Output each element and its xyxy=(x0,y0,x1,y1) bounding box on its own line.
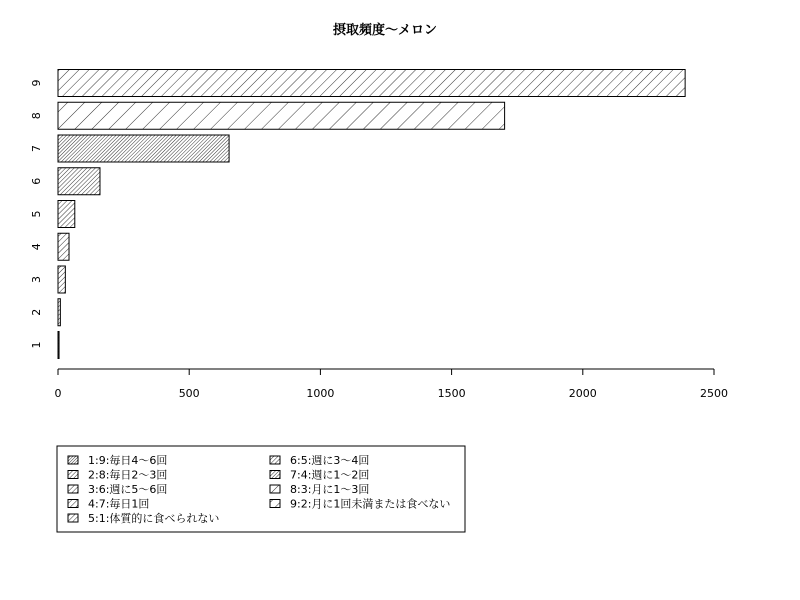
legend-label: 8:3:月に1〜3回 xyxy=(290,483,370,496)
chart-title: 摂取頻度〜メロン xyxy=(332,23,438,38)
x-tick-label: 2000 xyxy=(568,387,597,400)
y-tick-label: 1 xyxy=(30,341,43,349)
bar-2 xyxy=(58,299,60,326)
legend-key xyxy=(270,485,280,493)
legend-label: 6:5:週に3〜4回 xyxy=(290,454,370,467)
legend-key xyxy=(270,500,280,508)
legend-label: 9:2:月に1回未満または食べない xyxy=(290,497,451,511)
y-tick-label: 9 xyxy=(30,79,43,87)
bar-8 xyxy=(58,102,505,129)
x-tick-label: 1000 xyxy=(306,387,335,400)
y-tick-label: 6 xyxy=(30,177,43,185)
legend-label: 3:6:週に5〜6回 xyxy=(88,483,168,496)
y-tick-label: 4 xyxy=(30,243,43,251)
legend-key xyxy=(68,514,78,522)
x-tick-label: 0 xyxy=(54,387,62,400)
x-tick-label: 2500 xyxy=(700,387,728,400)
legend-label: 5:1:体質的に食べられない xyxy=(88,512,220,525)
bars-group xyxy=(58,70,685,359)
legend-label: 7:4:週に1〜2回 xyxy=(290,468,370,482)
legend-key xyxy=(270,471,280,479)
y-tick-label: 8 xyxy=(30,112,43,120)
legend-key xyxy=(68,456,78,464)
legend-label: 2:8:毎日2〜3回 xyxy=(88,468,168,482)
bar-1 xyxy=(58,332,59,359)
legend-label: 1:9:毎日4〜6回 xyxy=(88,454,168,467)
bar-9 xyxy=(58,70,685,97)
bar-4 xyxy=(58,233,69,260)
legend xyxy=(57,446,465,532)
y-axis xyxy=(30,80,43,349)
bar-7 xyxy=(58,135,229,162)
y-tick-label: 3 xyxy=(30,276,43,283)
y-tick-label: 5 xyxy=(30,210,43,218)
legend-label: 4:7:毎日1回 xyxy=(88,497,150,511)
y-tick-label: 2 xyxy=(30,308,43,316)
legend-key xyxy=(68,471,78,479)
legend-key xyxy=(68,485,78,493)
y-tick-label: 7 xyxy=(30,145,43,152)
bar-3 xyxy=(58,266,65,293)
x-tick-label: 500 xyxy=(178,387,200,400)
x-tick-label: 1500 xyxy=(437,387,466,400)
legend-key xyxy=(270,456,280,464)
bar-6 xyxy=(58,168,100,195)
x-axis xyxy=(55,369,729,400)
legend-key xyxy=(68,500,78,508)
bar-5 xyxy=(58,201,75,228)
